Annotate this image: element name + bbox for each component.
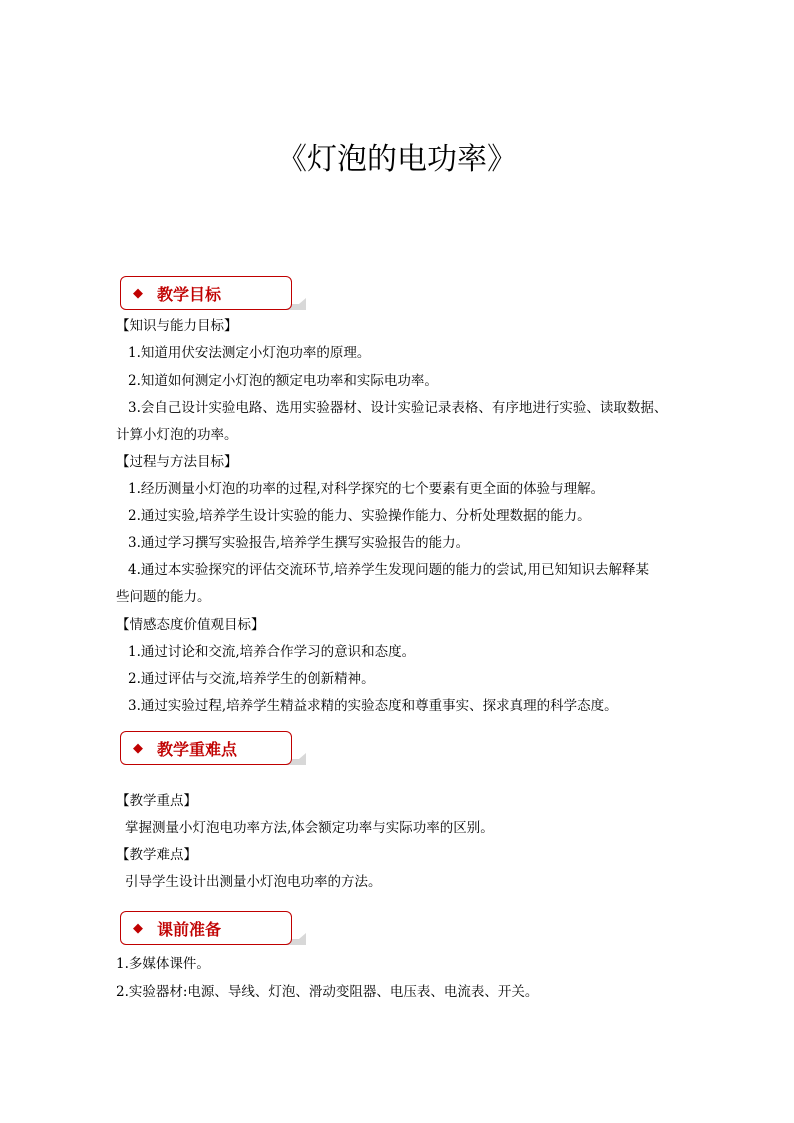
process-item: 2.通过实验,培养学生设计实验的能力、实验操作能力、分析处理数据的能力。 <box>128 508 591 524</box>
section-header-preparation <box>120 911 292 945</box>
diamond-icon: ◆ <box>133 740 143 756</box>
knowledge-header: 【知识与能力目标】 <box>116 318 238 334</box>
section-label-goals: 教学目标 <box>157 284 222 304</box>
section-header-key-points <box>120 731 292 765</box>
knowledge-item: 3.会自己设计实验电路、选用实验器材、设计实验记录表格、有序地进行实验、读取数据、 <box>128 400 668 416</box>
focus-text: 掌握测量小灯泡电功率方法,体会额定功率与实际功率的区别。 <box>125 820 494 836</box>
section-label-preparation: 课前准备 <box>157 919 222 939</box>
process-item: 4.通过本实验探究的评估交流环节,培养学生发现问题的能力的尝试,用已知知识去解释某 <box>128 562 649 578</box>
diamond-icon: ◆ <box>133 920 143 936</box>
page-title: 《灯泡的电功率》 <box>277 142 517 177</box>
process-header: 【过程与方法目标】 <box>116 454 238 470</box>
difficulty-text: 引导学生设计出测量小灯泡电功率的方法。 <box>125 874 382 890</box>
preparation-item: 1.多媒体课件。 <box>116 956 210 972</box>
emotion-item: 1.通过讨论和交流,培养合作学习的意识和态度。 <box>128 644 416 660</box>
section-header-goals <box>120 276 292 310</box>
emotion-header: 【情感态度价值观目标】 <box>116 617 265 633</box>
process-item: 3.通过学习撰写实验报告,培养学生撰写实验报告的能力。 <box>128 535 470 551</box>
process-item-continued: 些问题的能力。 <box>116 589 211 605</box>
difficulty-header: 【教学难点】 <box>116 847 197 863</box>
emotion-item: 2.通过评估与交流,培养学生的创新精神。 <box>128 671 375 687</box>
preparation-item: 2.实验器材:电源、导线、灯泡、滑动变阻器、电压表、电流表、开关。 <box>116 984 539 1000</box>
diamond-icon: ◆ <box>133 285 143 301</box>
knowledge-item: 1.知道用伏安法测定小灯泡功率的原理。 <box>128 345 371 361</box>
knowledge-item: 2.知道如何测定小灯泡的额定电功率和实际电功率。 <box>128 373 438 389</box>
focus-header: 【教学重点】 <box>116 793 197 809</box>
section-label-key-points: 教学重难点 <box>157 739 238 759</box>
process-item: 1.经历测量小灯泡的功率的过程,对科学探究的七个要素有更全面的体验与理解。 <box>128 481 605 497</box>
emotion-item: 3.通过实验过程,培养学生精益求精的实验态度和尊重事实、探求真理的科学态度。 <box>128 698 618 714</box>
knowledge-item-continued: 计算小灯泡的功率。 <box>116 427 238 443</box>
